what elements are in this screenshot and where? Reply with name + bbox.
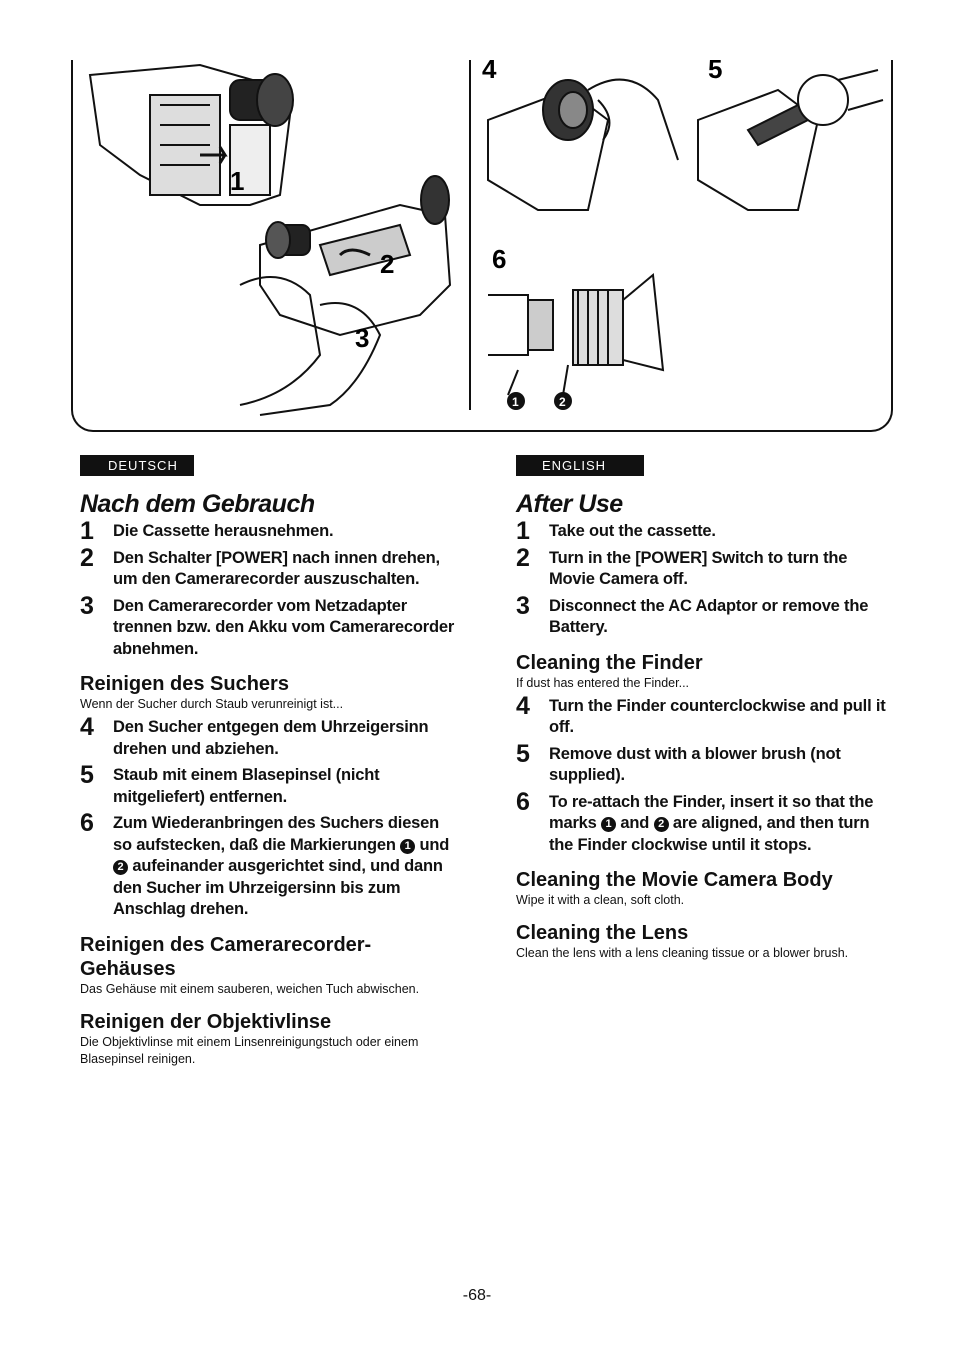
finder-note: Wenn der Sucher durch Staub verunreinigt ist... [80,697,344,711]
section-title: Nach dem Gebrauch [80,490,315,518]
svg-text:2: 2 [559,395,566,409]
step: 1 Die Cassette herausnehmen. [80,517,334,545]
page-number: -68- [462,1287,492,1304]
english-column [516,455,896,966]
finder-title: Reinigen des Suchers [80,673,289,695]
step: 6 To re-attach the Finder, insert it so that the marks 1 and 2 are aligned, and then turn the Finder clockwise until it stops. [516,787,874,854]
step: 4 Den Sucher entgegen dem Uhrzeigersinn drehen und abziehen. [80,713,429,758]
body-text: Das Gehäuse mit einem sauberen, weichen Tuch abwischen. [80,981,420,996]
body-title: Reinigen des Camerarecorder-Gehäuses [80,933,372,980]
finder-cleaning-illustrations [478,60,888,420]
mark-1-icon: 1 [400,839,415,854]
step: 5 Remove dust with a blower brush (not supplied). [516,739,841,784]
step: 3 Den Camerarecorder vom Netzadapter trennen bzw. den Akku vom Camerarecorder abnehmen. [80,591,455,658]
callout-3: 3 [355,323,370,353]
lens-text: Die Objektivlinse mit einem Linsenreinigungstuch oder einem Blasepinsel reinigen. [80,1034,419,1066]
section-title: After Use [516,490,623,518]
step: 5 Staub mit einem Blasepinsel (nicht mitgeliefert) entfernen. [80,761,380,806]
callout-2: 2 [380,249,395,279]
step: 1 Take out the cassette. [516,517,716,545]
svg-text:1: 1 [512,395,519,409]
step: 2 Den Schalter [POWER] nach innen drehen, um den Camerarecorder auszuschalten. [80,543,440,588]
finder-title: Cleaning the Finder [516,651,703,674]
lens-text: Clean the lens with a lens cleaning tissue or a blower brush. [516,946,849,960]
fig-step-6: 6 [492,244,507,274]
body-title: Cleaning the Movie Camera Body [516,869,833,891]
step: 2 Turn in the [POWER] Switch to turn the Movie Camera off. [516,543,848,588]
callout-1: 1 [230,166,245,196]
step: 4 Turn the Finder counterclockwise and pull it off. [516,691,886,736]
lens-title: Cleaning the Lens [516,922,689,944]
german-column [80,455,460,1072]
lang-tag-english: ENGLISH [516,455,644,476]
fig-step-5: 5 [708,60,723,84]
lang-tag-deutsch: DEUTSCH [80,455,194,476]
lens-title: Reinigen der Objektivlinse [80,1010,332,1033]
finder-note: If dust has entered the Finder... [516,675,690,690]
illustration-divider [469,60,471,410]
fig-step-4: 4 [482,60,497,84]
mark-2-icon: 2 [113,860,128,875]
mark-2-icon: 2 [654,817,669,832]
body-text: Wipe it with a clean, soft cloth. [516,893,685,907]
step: 6 Zum Wiederanbringen des Suchers diesen so aufstecken, daß die Markierungen 1 und 2 aufeinander ausgerichtet sind, und dann den Sucher im Uhrzeigersinn bis zum Anschlag drehen. [80,809,450,918]
step: 3 Disconnect the AC Adaptor or remove the Battery. [516,591,869,636]
camcorder-cassette-illustration [80,55,465,425]
mark-1-icon: 1 [601,817,616,832]
